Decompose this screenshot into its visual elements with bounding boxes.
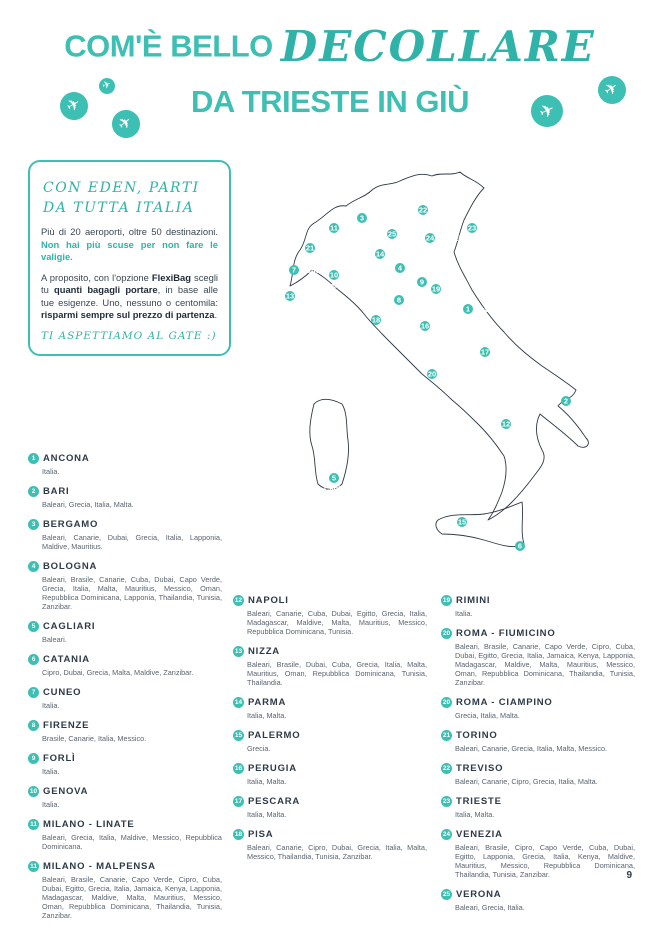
map-pin-bergamo xyxy=(357,213,402,223)
map-city-label: Firenze xyxy=(406,296,433,305)
svg-text:19: 19 xyxy=(431,284,441,294)
airport-destinations: Baleari. xyxy=(42,635,67,644)
airport-name: GENOVA xyxy=(43,785,89,797)
airport-name: BARI xyxy=(43,485,70,497)
airport-entry xyxy=(28,653,222,677)
airport-destinations: Italia, Malta. xyxy=(247,810,287,819)
airport-number-badge: 5 xyxy=(28,621,39,632)
map-city-label: Cagliari xyxy=(324,484,352,493)
airport-entry xyxy=(28,686,222,710)
svg-text:17: 17 xyxy=(480,347,490,357)
sardinia-outline xyxy=(310,399,349,489)
svg-text:14: 14 xyxy=(375,249,385,259)
airport-list-column-3 xyxy=(441,594,635,921)
airport-name: TRIESTE xyxy=(456,795,502,807)
airport-entry xyxy=(441,627,635,687)
map-city-label: Verona xyxy=(382,240,408,249)
map-pin-cagliari xyxy=(324,473,352,493)
airport-number-badge: 13 xyxy=(234,647,243,655)
airport-name: TREVISO xyxy=(456,762,504,774)
airport-number-badge: 20 xyxy=(442,698,451,706)
airport-destinations: Baleari, Grecia, Italia, Malta. xyxy=(42,500,134,509)
svg-text:24: 24 xyxy=(425,233,435,243)
airport-destinations: Baleari, Brasile, Canarie, Capo Verde, Cipro, Cuba, Dubai, Egitto, Grecia, Italia, Jamaica, Kenya, Lapponia, Madagascar, Maldive, Malta, Mauritius, Messico, Oman, Repubblica Dominicana, Thailandia, Tunisia, Zanzibar. xyxy=(42,875,222,920)
airport-list-column-2 xyxy=(233,594,427,870)
map-pin-bologna xyxy=(363,263,405,273)
airport-number-badge: 9 xyxy=(28,753,39,764)
intro-p2-f: risparmi sempre sul prezzo di partenza xyxy=(41,309,215,320)
map-city-label: Trieste xyxy=(479,224,504,233)
airport-destinations: Grecia. xyxy=(247,744,271,753)
airport-destinations: Baleari, Grecia, Italia. xyxy=(455,903,525,912)
airport-entry xyxy=(28,518,222,551)
map-pin-firenze xyxy=(394,295,432,305)
airplane-icon: ✈ xyxy=(55,87,93,125)
map-pin-perugia xyxy=(420,321,460,331)
map-pin-verona xyxy=(382,229,408,249)
airport-destinations: Italia. xyxy=(42,800,60,809)
airport-number-badge: 4 xyxy=(28,561,39,572)
map-pin-torino xyxy=(305,243,340,253)
intro-heading xyxy=(43,178,218,218)
map-pin-treviso xyxy=(418,205,457,215)
map-pin-pisa xyxy=(371,315,399,325)
map-pin-ancona xyxy=(463,304,503,314)
airport-number-badge: 24 xyxy=(442,830,451,838)
airport-destinations: Italia. xyxy=(42,767,60,776)
airport-entry xyxy=(28,719,222,743)
airport-name: NAPOLI xyxy=(248,594,289,606)
airport-name: NIZZA xyxy=(248,645,280,657)
intro-p1-highlight: Non hai più scuse per non fare le valigie. xyxy=(41,238,218,262)
airport-destinations: Baleari, Canarie, Cuba, Dubai, Egitto, Grecia, Italia, Madagascar, Maldive, Malta, Mauritius, Messico, Repubblica Dominicana, Tunisia. xyxy=(247,609,427,636)
airport-name: PALERMO xyxy=(248,729,301,741)
airport-entry xyxy=(233,729,427,753)
airport-number-badge: 19 xyxy=(442,596,451,604)
airport-destinations: Baleari, Brasile, Dubai, Cuba, Grecia, Italia, Malta, Mauritius, Oman, Repubblica Dominicana, Tunisia, Thailandia. xyxy=(247,660,427,687)
intro-p2-e: , in base alle tue esigenze. Uno, nessuno o centomila: xyxy=(41,284,218,308)
map-city-label: Ancona xyxy=(475,305,503,314)
svg-text:8: 8 xyxy=(396,295,402,305)
airport-entry xyxy=(441,888,635,912)
airport-entry xyxy=(441,828,635,879)
map-city-label: Catania xyxy=(527,542,555,551)
airport-name: ANCONA xyxy=(43,452,90,464)
airport-name: ROMA - FIUMICINO xyxy=(456,627,556,639)
airport-number-badge: 12 xyxy=(234,596,243,604)
map-pin-parma xyxy=(375,249,411,259)
map-pin-napoli xyxy=(501,419,536,429)
airport-number-badge: 14 xyxy=(234,698,243,706)
svg-text:5: 5 xyxy=(331,473,337,483)
airport-number-badge: 17 xyxy=(234,797,243,805)
svg-text:1: 1 xyxy=(465,304,471,314)
map-city-label: Nizza xyxy=(280,302,300,311)
svg-text:15: 15 xyxy=(457,517,467,527)
airport-entry xyxy=(28,560,222,611)
airport-number-badge: 25 xyxy=(442,890,451,898)
svg-text:12: 12 xyxy=(501,419,511,429)
airport-destinations: Baleari, Canarie, Cipro, Grecia, Italia, Malta. xyxy=(455,777,598,786)
airport-entry xyxy=(441,696,635,720)
map-city-label: Milano xyxy=(341,224,365,233)
airport-destinations: Baleari, Canarie, Cipro, Dubai, Grecia, Italia, Malta, Messico, Thailandia, Tunisia, Zanzibar. xyxy=(247,843,427,861)
airport-entry xyxy=(28,752,222,776)
map-pin-venezia xyxy=(425,233,465,243)
svg-text:7: 7 xyxy=(291,265,297,275)
map-city-label: Roma xyxy=(439,370,460,379)
airport-name: BOLOGNA xyxy=(43,560,98,572)
intro-p2-a: A proposito, con l'opzione xyxy=(41,271,152,283)
airplane-icon: ✈ xyxy=(106,104,145,143)
svg-text:2: 2 xyxy=(563,396,569,406)
map-pin-cuneo xyxy=(289,265,325,275)
airport-entry xyxy=(441,729,635,753)
airport-name: FIRENZE xyxy=(43,719,90,731)
airport-name: PERUGIA xyxy=(248,762,297,774)
airport-entry xyxy=(28,452,222,476)
svg-text:13: 13 xyxy=(285,291,295,301)
airport-entry xyxy=(441,795,635,819)
airport-number-badge: 10 xyxy=(29,787,38,795)
airport-number-badge: 7 xyxy=(28,687,39,698)
map-city-label: Bari xyxy=(573,397,588,406)
svg-text:11: 11 xyxy=(330,223,338,233)
airport-entry xyxy=(28,860,222,920)
map-pin-bari xyxy=(561,396,588,406)
airport-entry xyxy=(441,594,635,618)
svg-text:22: 22 xyxy=(418,205,428,215)
airport-number-badge: 8 xyxy=(28,720,39,731)
map-city-label: Forlì xyxy=(398,278,415,287)
title-bold: COM'È BELLO xyxy=(64,28,273,64)
airport-name: PESCARA xyxy=(248,795,301,807)
intro-heading-line-2: DA TUTTA ITALIA xyxy=(43,200,195,216)
airport-name: ROMA - CIAMPINO xyxy=(456,696,553,708)
airport-destinations: Cipro, Dubai, Grecia, Malta, Maldive, Zanzibar. xyxy=(42,668,194,677)
intro-p2-g: . xyxy=(214,309,218,320)
map-city-label: Genova xyxy=(324,281,352,290)
map-city-label: Perugia xyxy=(432,322,460,331)
airport-number-badge: 21 xyxy=(442,731,451,739)
svg-text:10: 10 xyxy=(329,270,339,280)
airport-entry xyxy=(441,762,635,786)
svg-text:20: 20 xyxy=(427,369,437,379)
svg-text:9: 9 xyxy=(419,277,425,287)
map-city-label: Bologna xyxy=(363,264,393,273)
airport-name: VERONA xyxy=(456,888,502,900)
map-city-label: Torino xyxy=(317,244,340,253)
airport-number-badge: 11 xyxy=(28,861,39,872)
page-number: 9 xyxy=(626,870,632,881)
airport-destinations: Baleari, Brasile, Canarie, Cuba, Dubai, Capo Verde, Grecia, Italia, Malta, Mauritius, Messico, Oman, Repubblica Dominicana, Lapponia, Thailandia, Tunisia, Zanzibar. xyxy=(42,575,222,611)
map-city-label: Parma xyxy=(387,250,410,259)
svg-text:25: 25 xyxy=(387,229,397,239)
airport-destinations: Italia. xyxy=(42,701,60,710)
map-city-label: Palermo xyxy=(450,507,480,516)
map-city-label: Cuneo xyxy=(301,266,325,275)
intro-p2-b: FlexiBag xyxy=(151,271,191,283)
intro-p2-c: scegli tu xyxy=(41,271,218,295)
airport-destinations: Italia. xyxy=(455,609,473,618)
intro-footer: TI ASPETTIAMO AL GATE :) xyxy=(41,329,217,342)
map-pin-rimini xyxy=(431,284,466,294)
airport-destinations: Baleari, Grecia, Italia, Maldive, Messico, Repubblica Dominicana. xyxy=(42,833,222,851)
airport-name: RIMINI xyxy=(456,594,491,606)
airport-destinations: Baleari, Brasile, Cipro, Capo Verde, Cuba, Dubai, Egitto, Lapponia, Grecia, Italia, Kenya, Maldive, Mauritius, Messico, Repubblica Dominicana, Thailandia, Tunisia, Zanzibar. xyxy=(455,843,635,879)
map-city-label: Bergamo xyxy=(369,214,402,223)
svg-text:18: 18 xyxy=(371,315,381,325)
map-city-label: Napoli xyxy=(513,420,536,429)
airport-destinations: Italia, Malta. xyxy=(247,777,287,786)
italy-map xyxy=(272,168,617,568)
airplane-icon: ✈ xyxy=(593,71,632,110)
airport-entry xyxy=(233,696,427,720)
airport-destinations: Italia, Malta. xyxy=(455,810,495,819)
airport-destinations: Baleari, Canarie, Dubai, Grecia, Italia, Lapponia, Maldive, Mauritius. xyxy=(42,533,222,551)
airport-entry xyxy=(28,818,222,851)
airport-number-badge: 22 xyxy=(442,764,451,772)
airport-number-badge: 23 xyxy=(442,797,451,805)
airport-number-badge: 3 xyxy=(28,519,39,530)
airport-entry xyxy=(28,785,222,809)
airport-number-badge: 6 xyxy=(28,654,39,665)
airport-name: CAGLIARI xyxy=(43,620,96,632)
intro-heading-line-1: CON EDEN, PARTI xyxy=(43,180,200,196)
airport-number-badge: 2 xyxy=(28,486,39,497)
map-pin-catania xyxy=(515,541,555,551)
airport-name: VENEZIA xyxy=(456,828,503,840)
map-pin-trieste xyxy=(467,223,503,233)
airport-name: MILANO - LINATE xyxy=(43,818,135,830)
intro-paragraph-1 xyxy=(41,226,218,264)
airport-destinations: Grecia, Italia, Malta. xyxy=(455,711,520,720)
airport-number-badge: 16 xyxy=(234,764,243,772)
airport-name: TORINO xyxy=(456,729,498,741)
airport-name: FORLÌ xyxy=(43,752,76,764)
svg-text:3: 3 xyxy=(359,213,365,223)
map-pin-genova xyxy=(324,270,352,290)
title-line-2: DA TRIESTE IN GIÙ xyxy=(191,84,469,119)
airport-list-column-1 xyxy=(28,452,222,929)
map-pin-milano xyxy=(329,223,365,233)
map-pin-palermo xyxy=(450,507,480,527)
airport-number-badge: 11 xyxy=(28,819,39,830)
airport-name: MILANO - MALPENSA xyxy=(43,860,156,872)
svg-text:21: 21 xyxy=(305,243,315,253)
airplane-icon: ✈ xyxy=(526,90,569,133)
map-city-label: Pisa xyxy=(383,316,399,325)
svg-text:16: 16 xyxy=(420,321,430,331)
airport-name: PARMA xyxy=(248,696,287,708)
airport-destinations: Baleari, Brasile, Canarie, Capo Verde, Cipro, Cuba, Dubai, Egitto, Grecia, Italia, Jamaica, Kenya, Lapponia, Madagascar, Maldive, Malta, Mauritius, Messico, Oman, Repubblica Dominicana, Thailandia, Tunisia, Zanzibar. xyxy=(455,642,635,687)
map-city-label: Rimini xyxy=(443,285,466,294)
svg-text:4: 4 xyxy=(397,263,403,273)
airport-name: CATANIA xyxy=(43,653,90,665)
airport-entry xyxy=(233,645,427,687)
airport-name: CUNEO xyxy=(43,686,82,698)
intro-p2-d: quanti bagagli portare xyxy=(54,284,158,295)
airport-entry xyxy=(233,795,427,819)
map-pin-nizza xyxy=(280,291,300,311)
airport-entry xyxy=(233,762,427,786)
map-city-label: Pescara xyxy=(492,348,521,357)
svg-text:6: 6 xyxy=(517,541,523,551)
intro-box xyxy=(28,160,231,356)
airport-name: BERGAMO xyxy=(43,518,99,530)
airport-destinations: Baleari, Canarie, Grecia, Italia, Malta, Messico. xyxy=(455,744,608,753)
airport-number-badge: 18 xyxy=(234,830,243,838)
airport-number-badge: 20 xyxy=(442,629,451,637)
airport-destinations: Italia. xyxy=(42,467,60,476)
airport-entry xyxy=(28,620,222,644)
airplane-icon: ✈ xyxy=(97,76,118,97)
title-line-1 xyxy=(0,22,660,71)
airport-destinations: Italia, Malta. xyxy=(247,711,287,720)
map-pin-forlì xyxy=(399,277,427,287)
intro-paragraph-2 xyxy=(41,272,218,322)
map-pin-roma xyxy=(427,369,461,379)
svg-text:23: 23 xyxy=(467,223,477,233)
airport-name: PISA xyxy=(248,828,274,840)
airport-entry xyxy=(233,828,427,861)
airport-number-badge: 1 xyxy=(28,453,39,464)
intro-p1-text: Più di 20 aeroporti, oltre 50 destinazioni. xyxy=(41,226,218,237)
title-script: DECOLLARE xyxy=(280,22,596,71)
airport-number-badge: 15 xyxy=(234,731,243,739)
map-city-label: Treviso xyxy=(430,206,457,215)
map-city-label: Venezia xyxy=(437,234,465,243)
airport-destinations: Brasile, Canarie, Italia, Messico. xyxy=(42,734,147,743)
airport-entry xyxy=(28,485,222,509)
map-pin-pescara xyxy=(480,347,522,357)
airport-entry xyxy=(233,594,427,636)
